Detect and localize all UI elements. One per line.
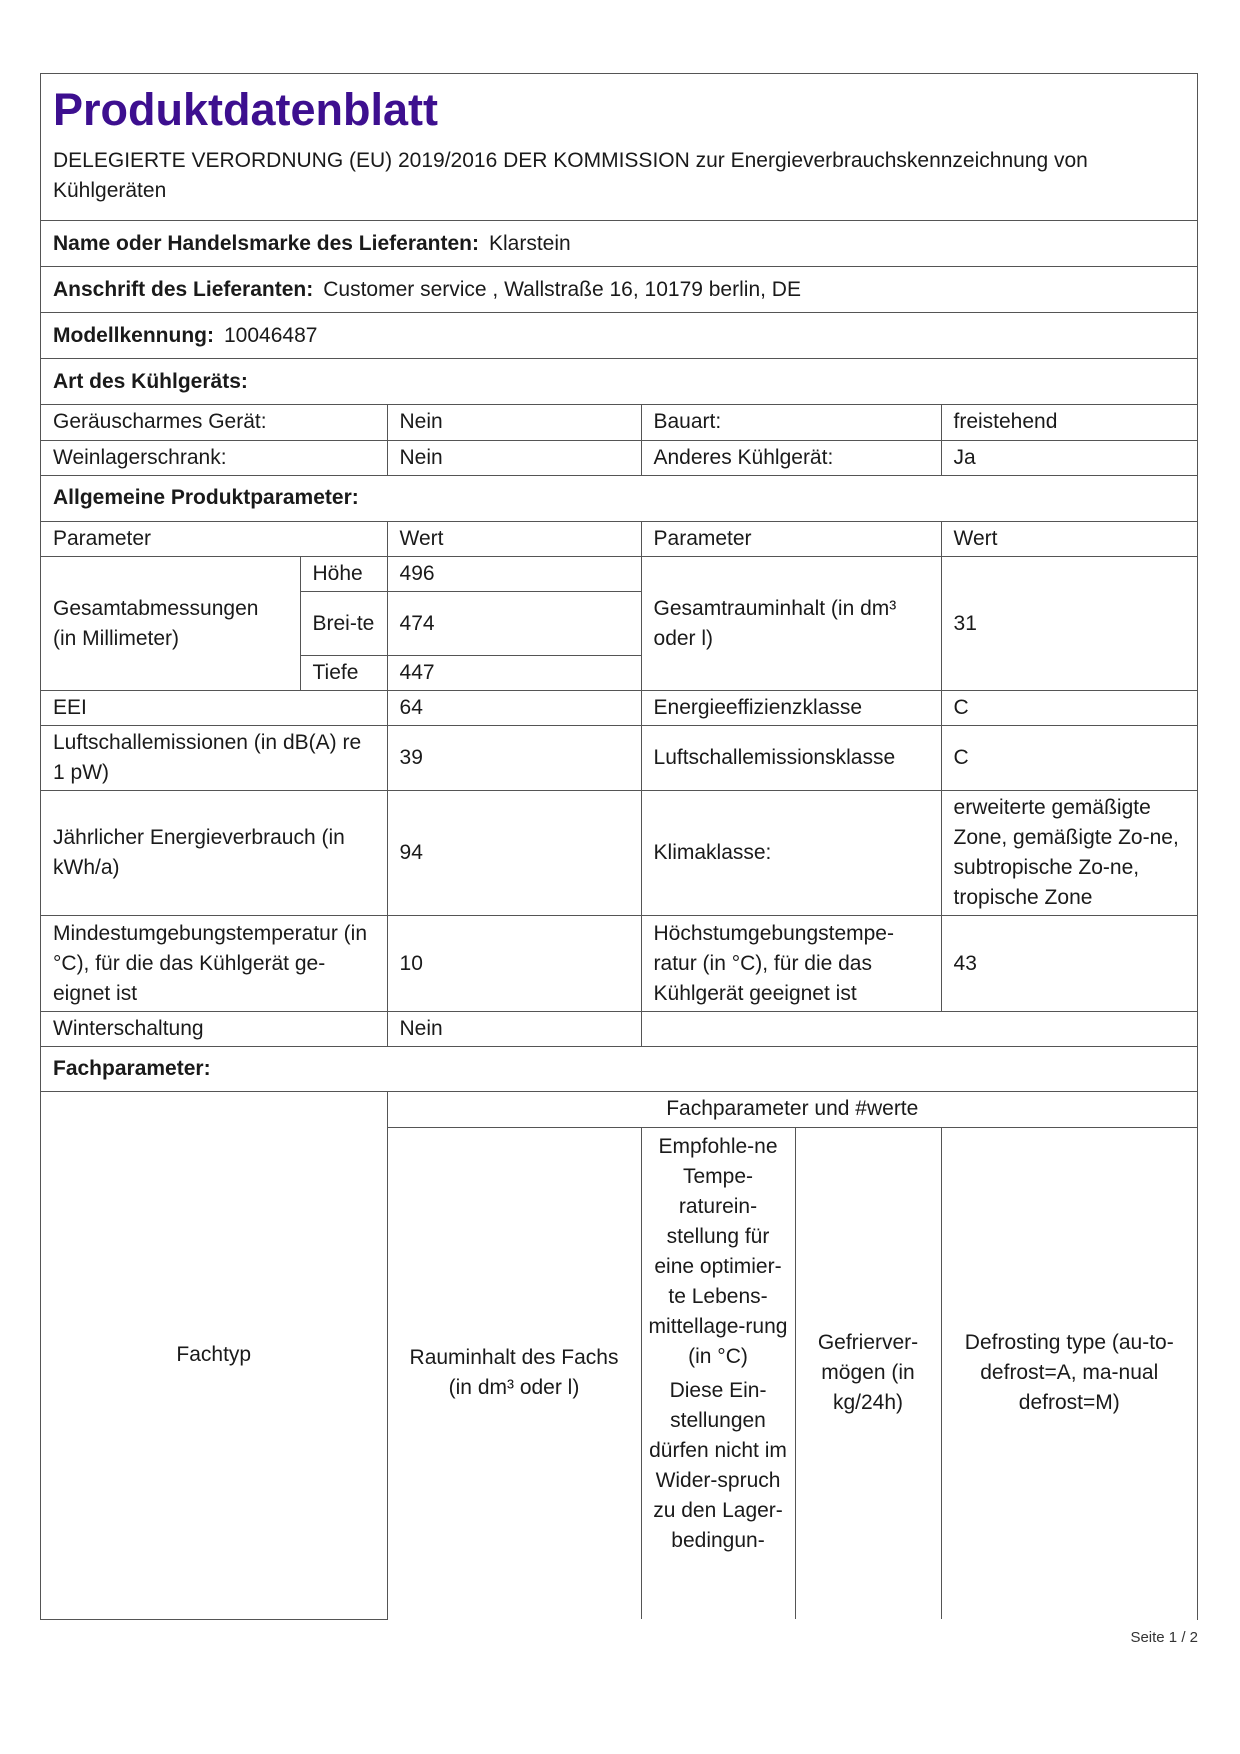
empty-cell xyxy=(641,1012,1197,1047)
appliance-type-heading: Art des Kühlgeräts: xyxy=(53,369,248,393)
eei-value: 64 xyxy=(387,691,641,726)
noise-emission-label: Luftschallemissionen (in dB(A) re 1 pW) xyxy=(41,726,387,791)
page-number: Seite 1 / 2 xyxy=(1130,1629,1198,1646)
design-type-value: freistehend xyxy=(941,405,1197,440)
supplier-name-row xyxy=(41,221,1197,267)
col-header-compartment-type: Fachtyp xyxy=(41,1092,387,1619)
regulation-subtitle: DELEGIERTE VERORDNUNG (EU) 2019/2016 DER KOMMISSION zur Energieverbrauchskennzeichnung von Kühlgeräten xyxy=(53,149,1088,202)
compartment-parameters-table xyxy=(41,1092,1197,1620)
depth-label: Tiefe xyxy=(300,656,387,691)
min-temperature-value: 10 xyxy=(387,916,641,1012)
col-header-recommended-temperature xyxy=(641,1127,795,1619)
table-row xyxy=(41,1012,1197,1047)
design-type-label: Bauart: xyxy=(641,405,941,440)
height-value: 496 xyxy=(387,557,641,592)
climate-class-value: erweiterte gemäßigte Zone, gemäßigte Zo-ne, subtropische Zo-ne, tropische Zone xyxy=(941,791,1197,916)
energy-class-value: C xyxy=(941,691,1197,726)
title-block xyxy=(41,74,1197,221)
height-label: Höhe xyxy=(300,557,387,592)
model-id-value: 10046487 xyxy=(224,323,318,347)
eei-label: EEI xyxy=(41,691,387,726)
page-title: Produktdatenblatt xyxy=(53,84,439,135)
supplier-name-value: Klarstein xyxy=(489,231,571,255)
other-appliance-label: Anderes Kühlgerät: xyxy=(641,440,941,475)
table-row xyxy=(41,557,1197,592)
width-value: 474 xyxy=(387,592,641,656)
col-header-defrosting-type: Defrosting type (au-to-defrost=A, ma-nual defrost=M) xyxy=(941,1127,1197,1619)
col-header-parameter-2: Parameter xyxy=(641,522,941,557)
energy-class-label: Energieeffizienzklasse xyxy=(641,691,941,726)
temperature-setting-note: Diese Ein-stellungen dürfen nicht im Wider-spruch zu den Lager-bedingun- xyxy=(649,1378,787,1552)
general-heading-row xyxy=(41,476,1197,522)
noise-class-value: C xyxy=(941,726,1197,791)
table-row xyxy=(41,791,1197,916)
temperature-setting-text: Empfohle-ne Tempe-raturein-stellung für eine optimier-te Lebens-mittellage-rung (in °C) xyxy=(648,1134,788,1368)
noise-emission-value: 39 xyxy=(387,726,641,791)
appliance-type-heading-row xyxy=(41,359,1197,405)
max-temperature-label: Höchstumgebungstempe-ratur (in °C), für die das Kühlgerät geeignet ist xyxy=(641,916,941,1012)
model-id-row xyxy=(41,313,1197,359)
other-appliance-value: Ja xyxy=(941,440,1197,475)
low-noise-value: Nein xyxy=(387,405,641,440)
table-header-row xyxy=(41,1092,1197,1127)
table-row xyxy=(41,405,1197,440)
table-row xyxy=(41,916,1197,1012)
depth-value: 447 xyxy=(387,656,641,691)
supplier-address-label: Anschrift des Lieferanten: xyxy=(53,277,314,301)
col-header-value: Wert xyxy=(387,522,641,557)
col-header-compartment-volume: Rauminhalt des Fachs (in dm³ oder l) xyxy=(387,1127,641,1619)
col-group-header-values: Fachparameter und #werte xyxy=(387,1092,1197,1127)
noise-class-label: Luftschallemissionsklasse xyxy=(641,726,941,791)
table-header-row xyxy=(41,522,1197,557)
supplier-address-row xyxy=(41,267,1197,313)
min-temperature-label: Mindestumgebungstemperatur (in °C), für die das Kühlgerät ge-eignet ist xyxy=(41,916,387,1012)
model-id-label: Modellkennung: xyxy=(53,323,214,347)
winter-setting-value: Nein xyxy=(387,1012,641,1047)
dimensions-label: Gesamtabmessungen (in Millimeter) xyxy=(41,557,300,691)
winter-setting-label: Winterschaltung xyxy=(41,1012,387,1047)
supplier-name-label: Name oder Handelsmarke des Lieferanten: xyxy=(53,231,479,255)
col-header-value-2: Wert xyxy=(941,522,1197,557)
wine-cabinet-value: Nein xyxy=(387,440,641,475)
compartments-heading-row xyxy=(41,1047,1197,1092)
table-row xyxy=(41,691,1197,726)
width-label: Brei-te xyxy=(300,592,387,656)
total-volume-value: 31 xyxy=(941,557,1197,691)
general-parameters-heading: Allgemeine Produktparameter: xyxy=(53,486,359,509)
table-row xyxy=(41,726,1197,791)
low-noise-label: Geräuscharmes Gerät: xyxy=(41,405,387,440)
product-data-sheet xyxy=(40,73,1198,1620)
supplier-address-value: Customer service , Wallstraße 16, 10179 berlin, DE xyxy=(323,277,801,301)
col-header-freezing-capacity: Gefrierver-mögen (in kg/24h) xyxy=(795,1127,941,1619)
table-row xyxy=(41,440,1197,475)
general-parameters-table xyxy=(41,522,1197,1048)
compartment-parameters-heading: Fachparameter: xyxy=(53,1057,211,1080)
max-temperature-value: 43 xyxy=(941,916,1197,1012)
total-volume-label: Gesamtrauminhalt (in dm³ oder l) xyxy=(641,557,941,691)
annual-energy-label: Jährlicher Energieverbrauch (in kWh/a) xyxy=(41,791,387,916)
climate-class-label: Klimaklasse: xyxy=(641,791,941,916)
appliance-type-table xyxy=(41,405,1197,476)
wine-cabinet-label: Weinlagerschrank: xyxy=(41,440,387,475)
col-header-parameter: Parameter xyxy=(41,522,387,557)
annual-energy-value: 94 xyxy=(387,791,641,916)
